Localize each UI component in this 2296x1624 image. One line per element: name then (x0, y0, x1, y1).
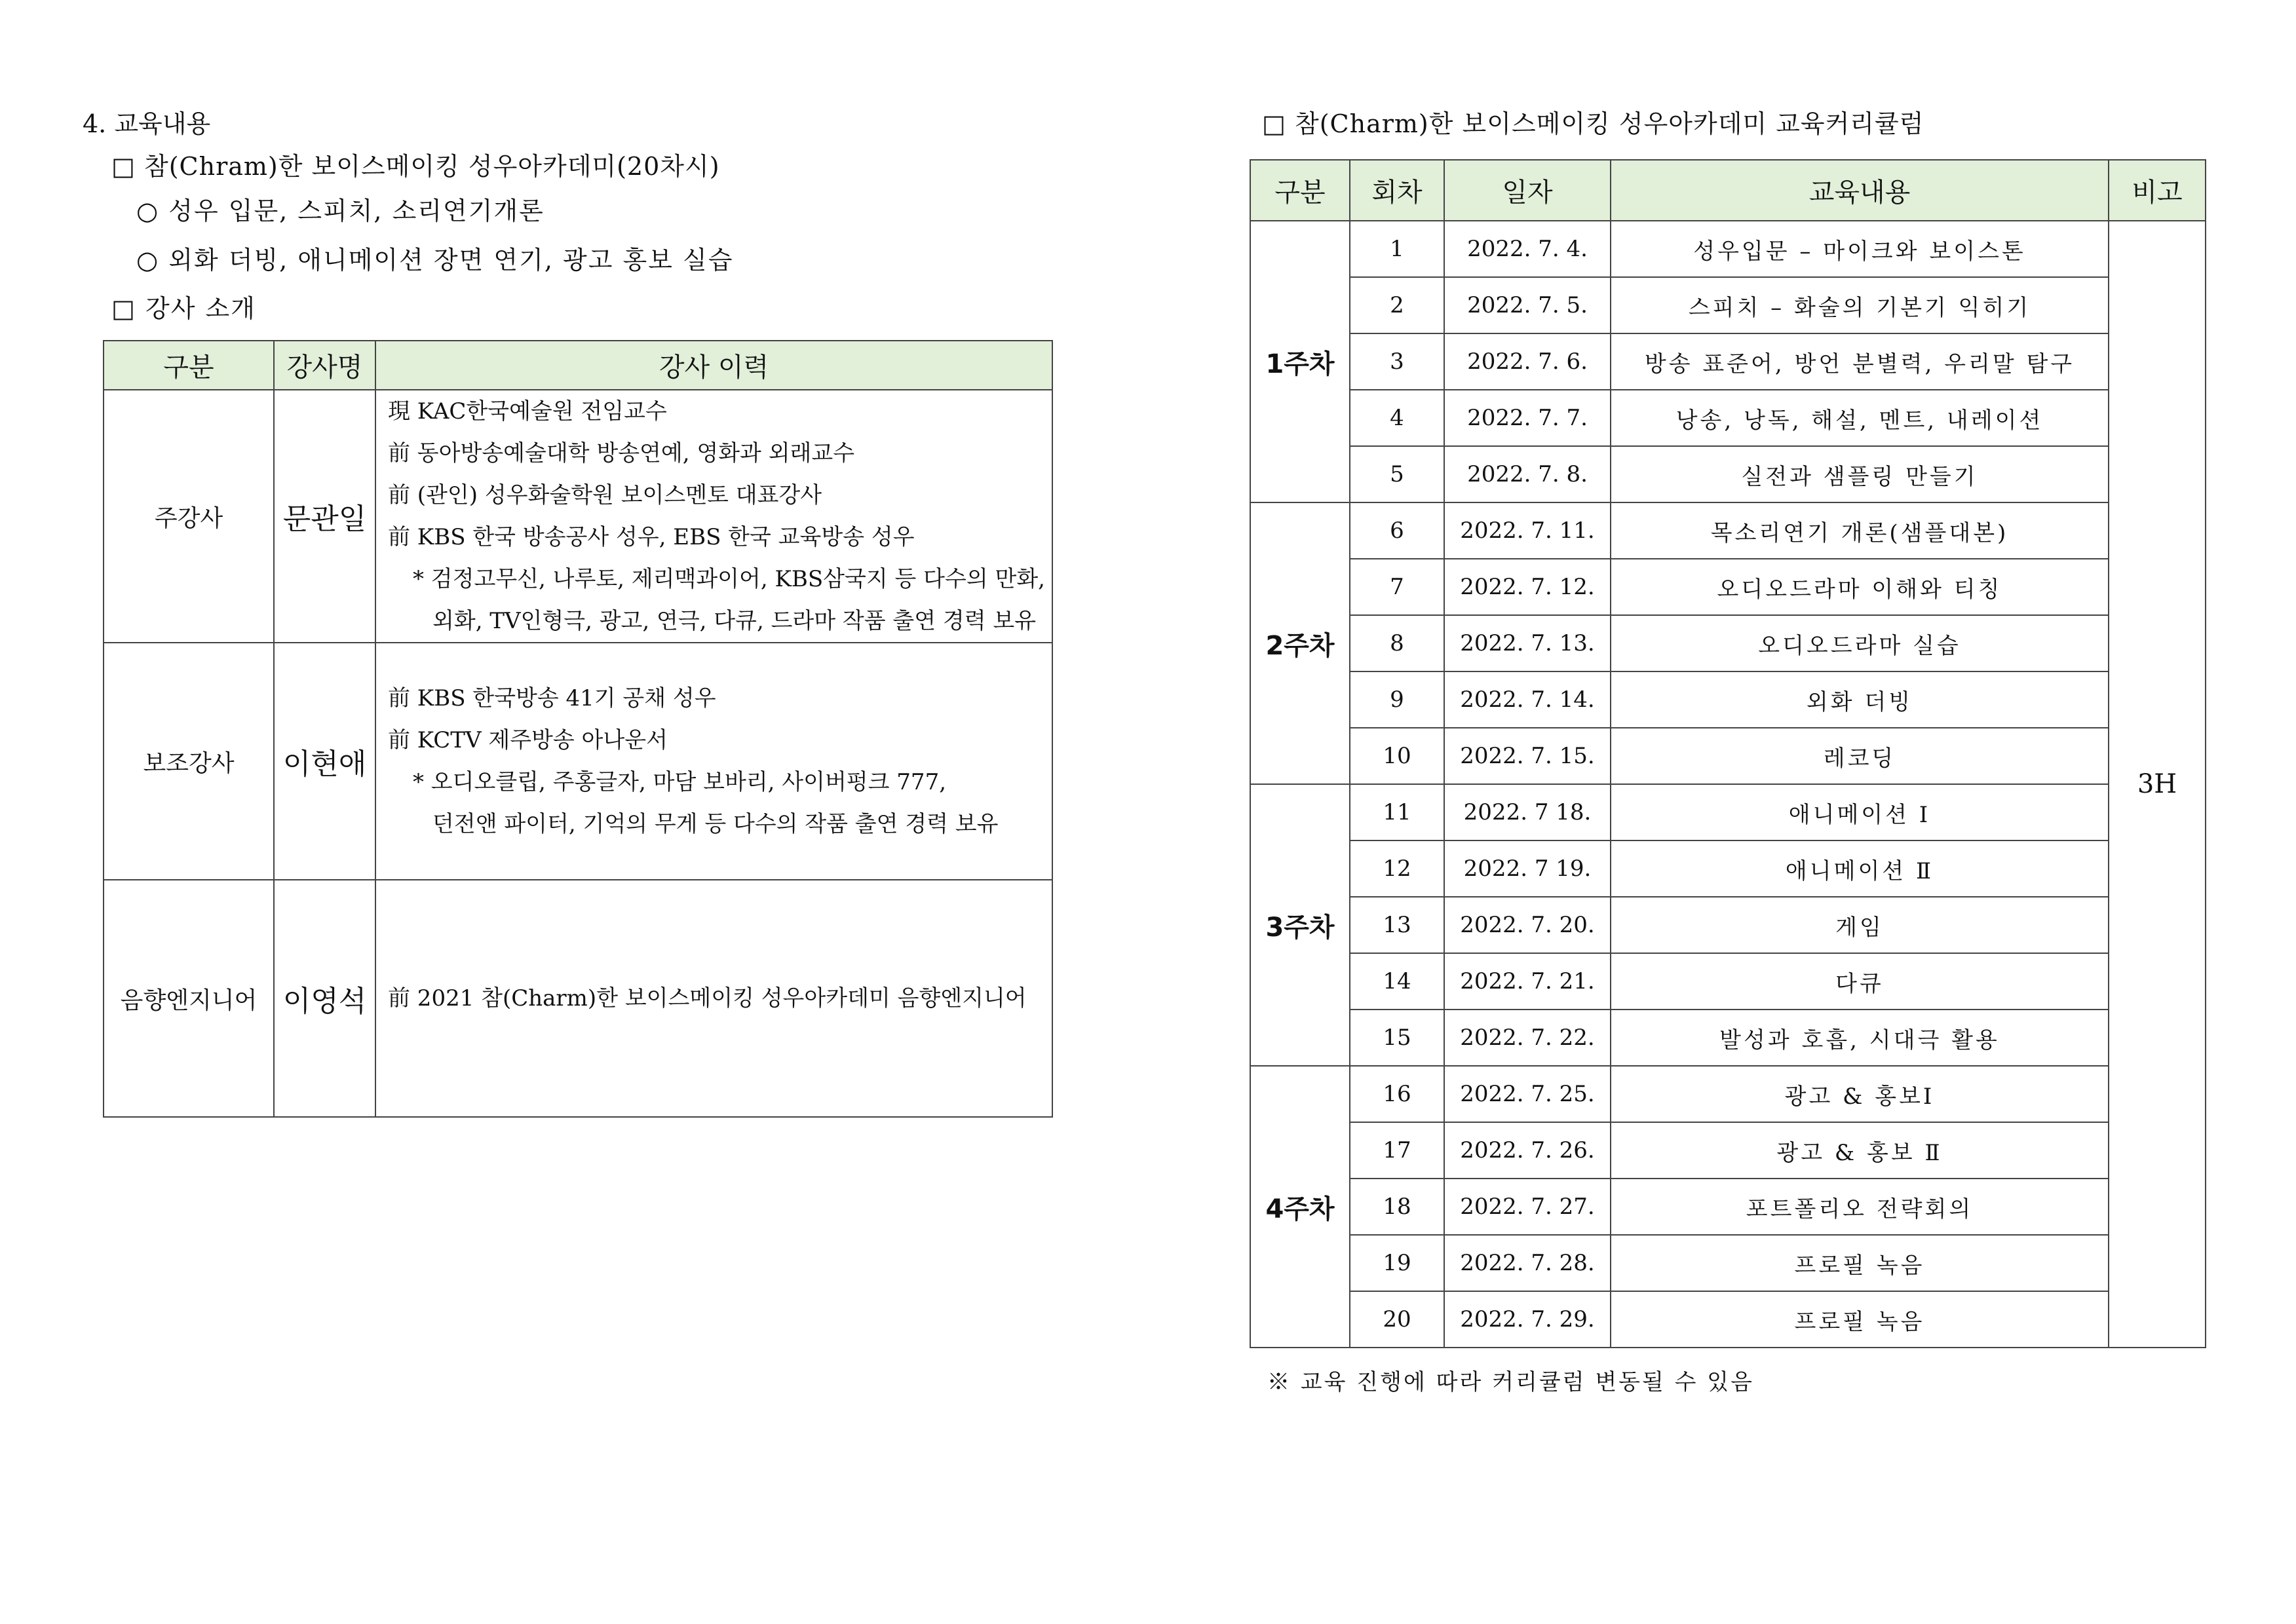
column-header: 교육내용 (1611, 160, 2109, 221)
table-row (1250, 671, 2206, 728)
session-content: 방송 표준어, 방언 분별력, 우리말 탐구 (1611, 333, 2109, 390)
session-date: 2022. 7. 25. (1444, 1066, 1611, 1122)
table-row (1250, 615, 2206, 671)
session-number: 4 (1350, 390, 1444, 446)
instructor-history (375, 390, 1052, 643)
session-number: 3 (1350, 333, 1444, 390)
instructor-role: 음향엔지니어 (104, 880, 274, 1117)
table-row (1250, 390, 2206, 446)
session-number: 12 (1350, 840, 1444, 897)
curriculum-title: □ 참(Charm)한 보이스메이킹 성우아카데미 교육커리큘럼 (1262, 109, 1924, 138)
history-line: 던전앤 파이터, 기억의 무게 등 다수의 작품 출연 경력 보유 (432, 811, 999, 837)
session-date: 2022. 7. 22. (1444, 1010, 1611, 1066)
session-content: 낭송, 낭독, 해설, 멘트, 내레이션 (1611, 390, 2109, 446)
week-label: 3주차 (1250, 784, 1350, 1066)
instructor-name: 문관일 (274, 390, 375, 643)
history-line: * 검정고무신, 나루토, 제리맥과이어, KBS삼국지 등 다수의 만화, (413, 566, 1045, 592)
session-number: 10 (1350, 728, 1444, 784)
history-line: 前 KBS 한국방송 41기 공채 성우 (388, 685, 716, 711)
history-line: 前 (관인) 성우화술학원 보이스멘토 대표강사 (388, 482, 822, 508)
table-header-row (104, 341, 1052, 390)
table-row (1250, 1179, 2206, 1235)
bullet-item: ○ 성우 입문, 스피치, 소리연기개론 (136, 197, 545, 225)
session-content: 외화 더빙 (1611, 671, 2109, 728)
session-content: 광고 & 홍보 Ⅱ (1611, 1122, 2109, 1179)
session-number: 14 (1350, 953, 1444, 1010)
session-date: 2022. 7 18. (1444, 784, 1611, 840)
session-date: 2022. 7. 27. (1444, 1179, 1611, 1235)
session-number: 1 (1350, 221, 1444, 277)
session-date: 2022. 7. 5. (1444, 277, 1611, 333)
table-row (1250, 559, 2206, 615)
week-label: 4주차 (1250, 1066, 1350, 1348)
table-row (1250, 221, 2206, 277)
program-title: □ 참(Chram)한 보이스메이킹 성우아카데미(20차시) (111, 152, 720, 181)
curriculum-table (1250, 159, 2206, 1348)
table-row (104, 880, 1052, 1117)
table-row (1250, 277, 2206, 333)
table-row (104, 643, 1052, 880)
session-content: 스피치 – 화술의 기본기 익히기 (1611, 277, 2109, 333)
instructor-history (375, 643, 1052, 880)
session-date: 2022. 7. 6. (1444, 333, 1611, 390)
session-date: 2022. 7. 7. (1444, 390, 1611, 446)
session-number: 6 (1350, 502, 1444, 559)
session-date: 2022. 7. 13. (1444, 615, 1611, 671)
session-number: 7 (1350, 559, 1444, 615)
session-content: 애니메이션 Ⅱ (1611, 840, 2109, 897)
table-row (1250, 1122, 2206, 1179)
session-content: 레코딩 (1611, 728, 2109, 784)
column-header: 구분 (104, 341, 274, 390)
session-content: 광고 & 홍보Ⅰ (1611, 1066, 2109, 1122)
column-header: 강사명 (274, 341, 375, 390)
table-row (1250, 333, 2206, 390)
table-row (104, 390, 1052, 643)
session-number: 11 (1350, 784, 1444, 840)
session-date: 2022. 7. 21. (1444, 953, 1611, 1010)
session-number: 9 (1350, 671, 1444, 728)
instructor-role: 보조강사 (104, 643, 274, 880)
week-label: 1주차 (1250, 221, 1350, 502)
bullet-item: ○ 외화 더빙, 애니메이션 장면 연기, 광고 홍보 실습 (136, 246, 734, 274)
session-content: 실전과 샘플링 만들기 (1611, 446, 2109, 502)
session-number: 20 (1350, 1291, 1444, 1348)
table-row (1250, 502, 2206, 559)
instructor-name: 이영석 (274, 880, 375, 1117)
instructor-table (103, 340, 1053, 1118)
session-date: 2022. 7. 26. (1444, 1122, 1611, 1179)
session-number: 2 (1350, 277, 1444, 333)
session-content: 성우입문 – 마이크와 보이스톤 (1611, 221, 2109, 277)
column-header: 회차 (1350, 160, 1444, 221)
section-title: 4. 교육내용 (83, 109, 211, 138)
instructor-heading: □ 강사 소개 (111, 294, 256, 323)
session-content: 프로필 녹음 (1611, 1235, 2109, 1291)
table-row (1250, 784, 2206, 840)
session-number: 18 (1350, 1179, 1444, 1235)
session-content: 게임 (1611, 897, 2109, 953)
footnote: ※ 교육 진행에 따라 커리큘럼 변동될 수 있음 (1267, 1369, 1754, 1395)
table-row (1250, 1066, 2206, 1122)
session-date: 2022. 7 19. (1444, 840, 1611, 897)
session-date: 2022. 7. 8. (1444, 446, 1611, 502)
table-row (1250, 953, 2206, 1010)
history-line: * 오디오클립, 주홍글자, 마담 보바리, 사이버펑크 777, (413, 769, 947, 795)
instructor-history (375, 880, 1052, 1117)
session-number: 8 (1350, 615, 1444, 671)
instructor-role: 주강사 (104, 390, 274, 643)
session-content: 프로필 녹음 (1611, 1291, 2109, 1348)
table-row (1250, 1291, 2206, 1348)
column-header: 일자 (1444, 160, 1611, 221)
session-number: 17 (1350, 1122, 1444, 1179)
session-date: 2022. 7. 14. (1444, 671, 1611, 728)
session-date: 2022. 7. 12. (1444, 559, 1611, 615)
session-number: 16 (1350, 1066, 1444, 1122)
table-row (1250, 728, 2206, 784)
session-date: 2022. 7. 4. (1444, 221, 1611, 277)
session-number: 19 (1350, 1235, 1444, 1291)
session-date: 2022. 7. 28. (1444, 1235, 1611, 1291)
session-content: 오디오드라마 이해와 티칭 (1611, 559, 2109, 615)
session-number: 15 (1350, 1010, 1444, 1066)
table-row (1250, 1235, 2206, 1291)
history-line: 외화, TV인형극, 광고, 연극, 다큐, 드라마 작품 출연 경력 보유 (432, 608, 1037, 634)
history-line: 前 2021 참(Charm)한 보이스메이킹 성우아카데미 음향엔지니어 (388, 985, 1027, 1011)
history-line: 前 동아방송예술대학 방송연예, 영화과 외래교수 (388, 440, 855, 466)
column-header: 강사 이력 (375, 341, 1052, 390)
session-date: 2022. 7. 20. (1444, 897, 1611, 953)
table-row (1250, 446, 2206, 502)
session-date: 2022. 7. 15. (1444, 728, 1611, 784)
session-content: 포트폴리오 전략회의 (1611, 1179, 2109, 1235)
session-date: 2022. 7. 29. (1444, 1291, 1611, 1348)
session-content: 목소리연기 개론(샘플대본) (1611, 502, 2109, 559)
history-line: 現 KAC한국예술원 전임교수 (388, 398, 667, 425)
history-line: 前 KBS 한국 방송공사 성우, EBS 한국 교육방송 성우 (388, 524, 915, 550)
hours-note: 3H (2109, 221, 2206, 1348)
instructor-name: 이현애 (274, 643, 375, 880)
column-header: 구분 (1250, 160, 1350, 221)
table-header-row (1250, 160, 2206, 221)
session-content: 발성과 호흡, 시대극 활용 (1611, 1010, 2109, 1066)
session-number: 13 (1350, 897, 1444, 953)
history-line: 前 KCTV 제주방송 아나운서 (388, 727, 668, 753)
column-header: 비고 (2109, 160, 2206, 221)
table-row (1250, 840, 2206, 897)
session-content: 다큐 (1611, 953, 2109, 1010)
week-label: 2주차 (1250, 502, 1350, 784)
session-content: 오디오드라마 실습 (1611, 615, 2109, 671)
session-content: 애니메이션 Ⅰ (1611, 784, 2109, 840)
table-row (1250, 897, 2206, 953)
table-row (1250, 1010, 2206, 1066)
session-number: 5 (1350, 446, 1444, 502)
session-date: 2022. 7. 11. (1444, 502, 1611, 559)
